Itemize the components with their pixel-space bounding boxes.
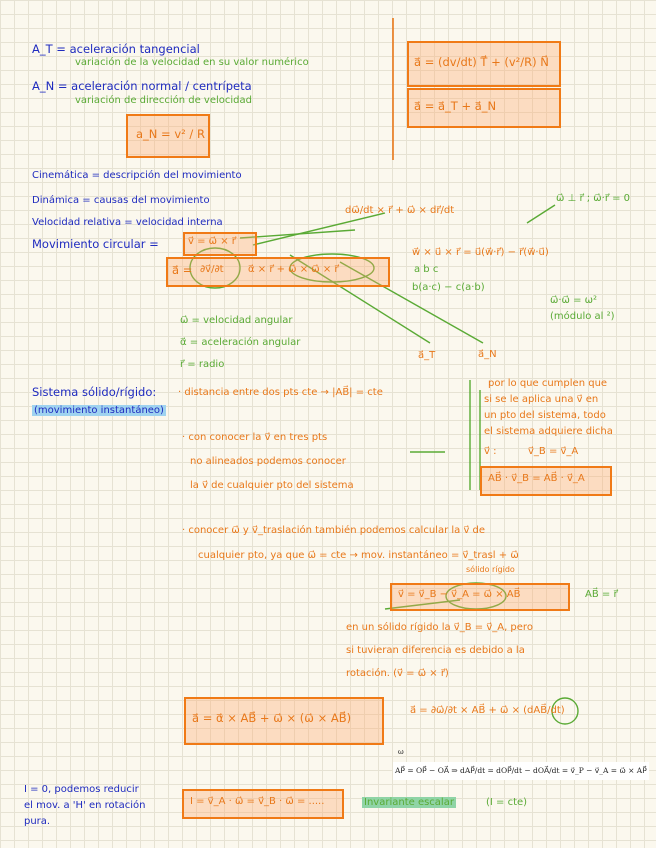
omega-def: ω⃗ = velocidad angular — [180, 315, 293, 326]
rigid-point2-line1: · con conocer la v⃗ en tres pts — [182, 432, 328, 443]
modulo-note: (módulo al ²) — [550, 311, 615, 322]
at-definition: A_T = aceleración tangencial — [32, 42, 200, 56]
rigid-point3-line2: cualquier pto, ya que ω⃗ = cte → mov. instantáneo = v⃗_trasl + ω⃗ — [198, 550, 519, 561]
side-line1: por lo que cumplen que — [488, 378, 608, 389]
printed-derivation: AP⃗ = OP⃗ − OA⃗ ⇒ dAP⃗/dt = dOP⃗/dt − dOA⃗/dt = v⃗_P − v⃗_A = ω⃗ × AP⃗ — [393, 762, 649, 780]
side-eq: v⃗_B = v⃗_A — [528, 446, 579, 457]
movimiento-circular: Movimiento circular = — [32, 237, 159, 251]
abc-letters: a b c — [414, 264, 439, 275]
rigid-title: Sistema sólido/rígido: — [32, 385, 157, 399]
rigid-point3-sub: sólido rígido — [466, 565, 515, 574]
accel-formula: a⃗ = (dv/dt) T⃗ + (v²/R) N⃗ — [414, 55, 549, 69]
printed-omega: ω — [398, 748, 404, 756]
invariant-label-text: Invariante escalar — [364, 797, 454, 808]
cinematica: Cinemática = descripción del movimiento — [32, 170, 242, 181]
velocity-diff: v⃗ = v⃗_B − v⃗_A = ω⃗ × AB⃗ — [398, 589, 521, 600]
rigid-note-line3: rotación. (v⃗ = ω⃗ × r⃗) — [346, 668, 449, 679]
derivative-expansion: dω⃗/dt × r⃗ + ω⃗ × dr⃗/dt — [345, 205, 455, 216]
accel-decomposition: α⃗ × r⃗ + ω⃗ × ω⃗ × r⃗ — [248, 264, 339, 275]
rigid-accel: a⃗ = α⃗ × AB⃗ + ω⃗ × (ω⃗ × AB⃗) — [192, 711, 352, 725]
side-line4: el sistema adquiere dicha — [484, 426, 613, 437]
side-line5: v⃗ : — [484, 446, 497, 457]
rigid-point2-line2: no alineados podemos conocer — [190, 456, 346, 467]
an-definition: A_N = aceleración normal / centrípeta — [32, 79, 252, 93]
an-formula: a_N = v² / R — [136, 127, 205, 141]
dinamica: Dinámica = causas del movimiento — [32, 195, 210, 206]
accel-lead: a⃗ = — [172, 263, 193, 277]
circular-eq: v⃗ = ω⃗ × r⃗ — [188, 236, 236, 247]
rigid-accel-rhs: a⃗ = ∂ω⃗/∂t × AB⃗ + ω⃗ × (dAB⃗/dt) — [410, 705, 565, 716]
an-label: a⃗_N — [478, 349, 497, 360]
side-line3: un pto del sistema, todo — [484, 410, 606, 421]
invariant-eq: I = v⃗_A · ω⃗ = v⃗_B · ω⃗ = ..... — [190, 796, 325, 807]
projection-eq: AB⃗ · v⃗_B = AB⃗ · v⃗_A — [488, 473, 585, 484]
an-description: variación de dirección de velocidad — [75, 95, 252, 106]
velocity-diff-side: AB⃗ = r⃗ — [585, 589, 618, 600]
omega-squared: ω⃗·ω⃗ = ω² — [550, 295, 598, 306]
invariant-cte: (I = cte) — [486, 797, 528, 808]
accel-sum: a⃗ = a⃗_T + a⃗_N — [414, 99, 497, 113]
side-line2: si se le aplica una v⃗ en — [484, 394, 599, 405]
rigid-subtitle — [32, 405, 166, 417]
invariant-left-line2: el mov. a 'H' en rotación — [24, 800, 146, 811]
at-label: a⃗_T — [418, 350, 436, 361]
invariant-left-line3: pura. — [24, 816, 51, 827]
rigid-point3-line1: · conocer ω⃗ y v⃗_traslación también podemos calcular la v⃗ de — [182, 525, 486, 536]
perpendicular-note: ω⃗ ⊥ r⃗ ; ω⃗·r⃗ = 0 — [556, 193, 631, 204]
at-description: variación de la velocidad en su valor numérico — [75, 57, 309, 68]
radius-def: r⃗ = radio — [180, 359, 225, 370]
velocidad-relativa: Velocidad relativa = velocidad interna — [32, 217, 223, 228]
rigid-note-line2: si tuvieran diferencia es debido a la — [346, 645, 525, 656]
alpha-def: α⃗ = aceleración angular — [180, 337, 301, 348]
rigid-subtitle-text: (movimiento instantáneo) — [34, 405, 164, 416]
bac-cab: b(a·c) − c(a·b) — [412, 282, 485, 293]
invariant-label — [362, 797, 456, 809]
rigid-note-line1: en un sólido rígido la v⃗_B = v⃗_A, pero — [346, 622, 533, 633]
rigid-point1: · distancia entre dos pts cte → |AB⃗| = cte — [178, 387, 383, 398]
rigid-point2-line3: la v⃗ de cualquier pto del sistema — [190, 480, 354, 491]
triple-product: w⃗ × u⃗ × r⃗ = u⃗(w⃗·r⃗) − r⃗(w⃗·u⃗) — [412, 247, 549, 258]
accel-partial: ∂v⃗/∂t — [200, 264, 224, 275]
invariant-left-line1: I = 0, podemos reducir — [24, 784, 139, 795]
